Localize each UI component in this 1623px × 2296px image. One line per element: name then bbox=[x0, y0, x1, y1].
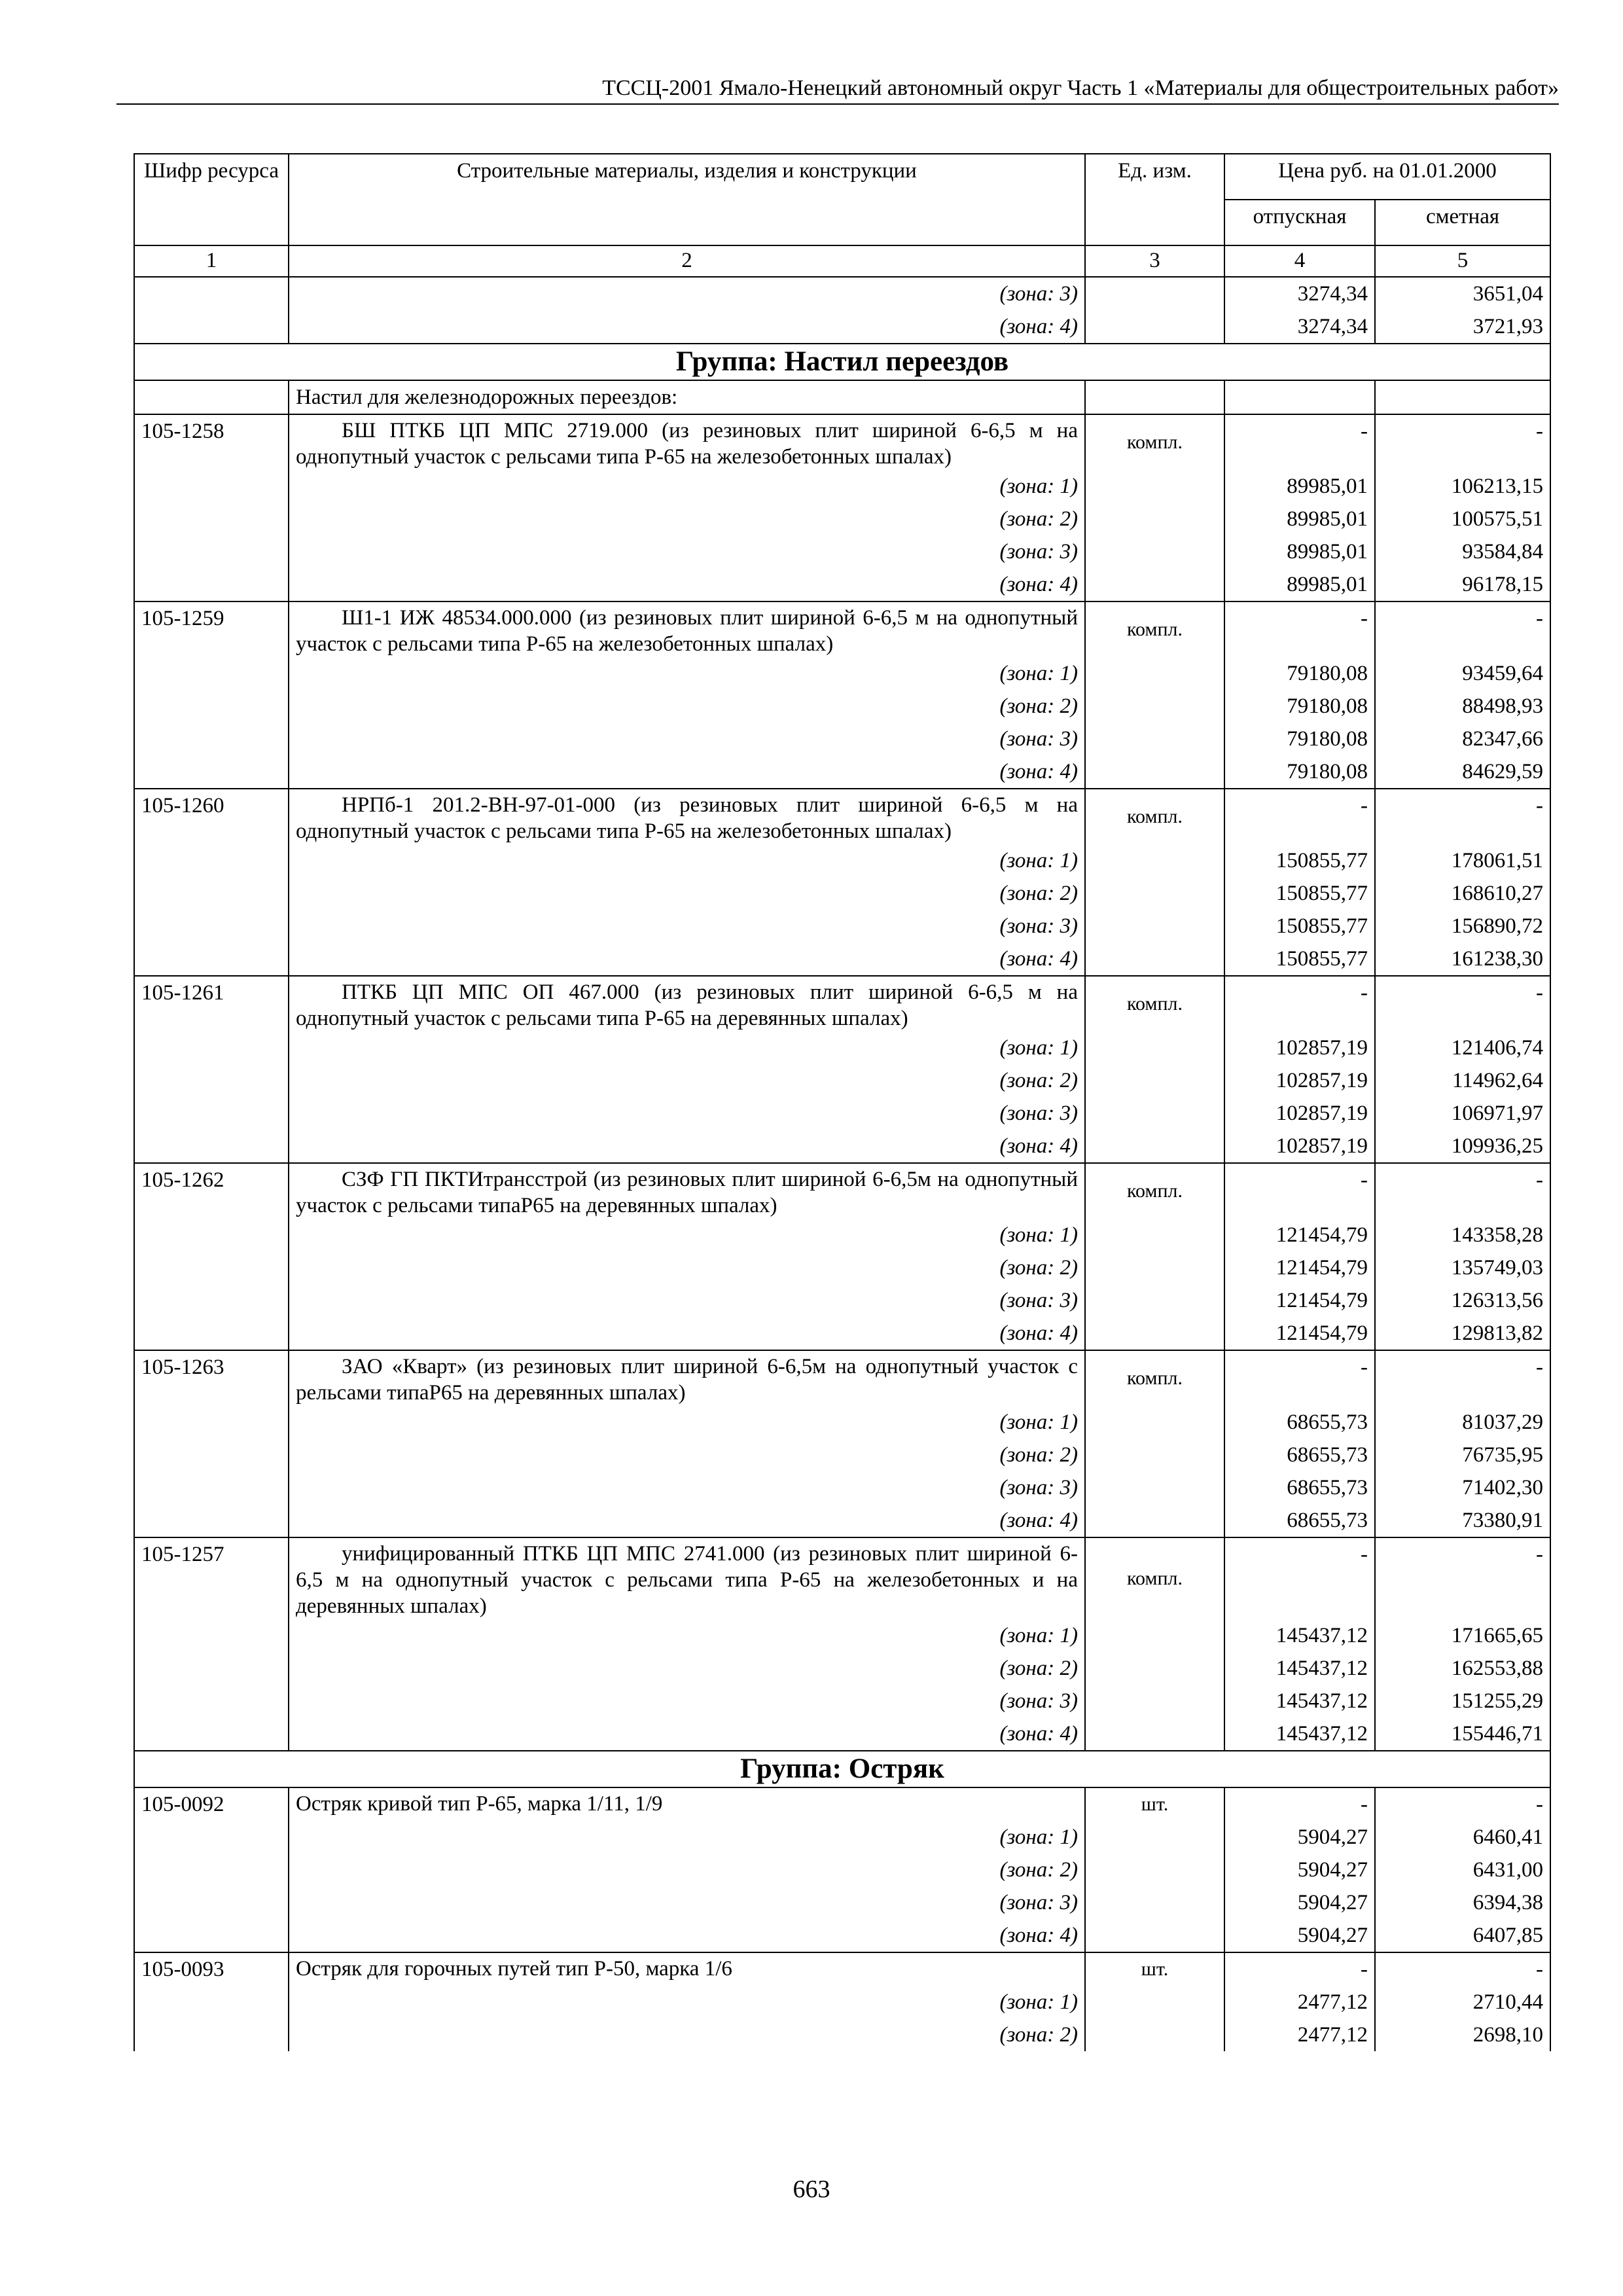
estimate-price: 93459,64 bbox=[1375, 657, 1550, 690]
resource-code-cell bbox=[134, 1064, 289, 1097]
resource-code-cell bbox=[134, 470, 289, 503]
estimate-price: 156890,72 bbox=[1375, 910, 1550, 942]
resource-code-cell bbox=[134, 277, 289, 310]
resource-code-cell bbox=[134, 1685, 289, 1717]
release-price: 121454,79 bbox=[1224, 1317, 1375, 1350]
zone-row bbox=[134, 1986, 1550, 2018]
estimate-price: 93584,84 bbox=[1375, 535, 1550, 568]
header-name: Строительные материалы, изделия и конструкции bbox=[289, 154, 1085, 245]
column-number: 2 bbox=[289, 245, 1085, 277]
zone-label: (зона: 1) bbox=[289, 844, 1085, 877]
resource-code-cell bbox=[134, 1854, 289, 1886]
zone-row bbox=[134, 1064, 1550, 1097]
release-price: - bbox=[1224, 1952, 1375, 1986]
zone-label: (зона: 4) bbox=[289, 755, 1085, 789]
unit-cell bbox=[1085, 942, 1224, 976]
estimate-price: 129813,82 bbox=[1375, 1317, 1550, 1350]
item-description: ПТКБ ЦП МПС ОП 467.000 (из резиновых плит шириной 6-6,5 м на однопутный участок с рельсами типа Р-65 на деревянных шпалах) bbox=[289, 976, 1085, 1031]
table-row bbox=[134, 976, 1550, 1031]
unit-cell bbox=[1085, 1986, 1224, 2018]
estimate-price: 6431,00 bbox=[1375, 1854, 1550, 1886]
table-header bbox=[134, 154, 1550, 277]
release-price: 3274,34 bbox=[1224, 310, 1375, 344]
estimate-price: 151255,29 bbox=[1375, 1685, 1550, 1717]
resource-code-cell bbox=[134, 723, 289, 755]
release-price: 79180,08 bbox=[1224, 657, 1375, 690]
unit-cell bbox=[1085, 1439, 1224, 1471]
estimate-price: - bbox=[1375, 789, 1550, 844]
unit-cell bbox=[1085, 535, 1224, 568]
resource-code: 105-1260 bbox=[134, 789, 289, 844]
zone-row bbox=[134, 942, 1550, 976]
item-description: ЗАО «Кварт» (из резиновых плит шириной 6-6,5м на однопутный участок с рельсами типаР65 на деревянных шпалах) bbox=[289, 1350, 1085, 1406]
resource-code-cell bbox=[134, 1919, 289, 1952]
zone-row bbox=[134, 277, 1550, 310]
zone-row bbox=[134, 1439, 1550, 1471]
estimate-price: 2710,44 bbox=[1375, 1986, 1550, 2018]
table-row bbox=[134, 1952, 1550, 1986]
release-price: - bbox=[1224, 1787, 1375, 1821]
unit-cell bbox=[1085, 1284, 1224, 1317]
zone-label: (зона: 4) bbox=[289, 1919, 1085, 1952]
header-price-release: отпускная bbox=[1224, 200, 1375, 245]
zone-label: (зона: 1) bbox=[289, 1219, 1085, 1251]
unit-cell bbox=[1085, 1886, 1224, 1919]
header-code: Шифр ресурса bbox=[134, 154, 289, 245]
group-row bbox=[134, 344, 1550, 380]
item-description: НРПб-1 201.2-ВН-97-01-000 (из резиновых плит шириной 6-6,5 м на однопутный участок с рельсами типа Р-65 на железобетонных шпалах) bbox=[289, 789, 1085, 844]
zone-row bbox=[134, 1685, 1550, 1717]
estimate-price: 6407,85 bbox=[1375, 1919, 1550, 1952]
table-row bbox=[134, 1537, 1550, 1619]
column-number: 5 bbox=[1375, 245, 1550, 277]
zone-label: (зона: 1) bbox=[289, 470, 1085, 503]
zone-row bbox=[134, 1130, 1550, 1163]
zone-label: (зона: 1) bbox=[289, 1821, 1085, 1854]
estimate-price: 6460,41 bbox=[1375, 1821, 1550, 1854]
estimate-price: 3651,04 bbox=[1375, 277, 1550, 310]
resource-code: 105-1262 bbox=[134, 1163, 289, 1219]
release-price: 68655,73 bbox=[1224, 1406, 1375, 1439]
release-price: 5904,27 bbox=[1224, 1854, 1375, 1886]
unit-cell bbox=[1085, 1471, 1224, 1504]
estimate-price: 178061,51 bbox=[1375, 844, 1550, 877]
zone-label: (зона: 3) bbox=[289, 910, 1085, 942]
zone-label: (зона: 3) bbox=[289, 1886, 1085, 1919]
group-intro-text: Настил для железнодорожных переездов: bbox=[289, 380, 1085, 414]
zone-label: (зона: 1) bbox=[289, 1031, 1085, 1064]
estimate-price: 114962,64 bbox=[1375, 1064, 1550, 1097]
release-price: 79180,08 bbox=[1224, 690, 1375, 723]
estimate-price: 3721,93 bbox=[1375, 310, 1550, 344]
resource-code-cell bbox=[134, 1097, 289, 1130]
resource-code-cell bbox=[134, 844, 289, 877]
release-price: 121454,79 bbox=[1224, 1251, 1375, 1284]
zone-row bbox=[134, 1652, 1550, 1685]
estimate-price: 109936,25 bbox=[1375, 1130, 1550, 1163]
estimate-price: 76735,95 bbox=[1375, 1439, 1550, 1471]
zone-label: (зона: 4) bbox=[289, 942, 1085, 976]
estimate-price: 168610,27 bbox=[1375, 877, 1550, 910]
unit-of-measure: шт. bbox=[1085, 1952, 1224, 1986]
resource-code-cell bbox=[134, 755, 289, 789]
column-number: 3 bbox=[1085, 245, 1224, 277]
estimate-price: - bbox=[1375, 1787, 1550, 1821]
estimate-price: - bbox=[1375, 414, 1550, 470]
unit-cell bbox=[1085, 1652, 1224, 1685]
zone-label: (зона: 3) bbox=[289, 1471, 1085, 1504]
unit-cell bbox=[1085, 1821, 1224, 1854]
release-price: 102857,19 bbox=[1224, 1031, 1375, 1064]
estimate-price: 135749,03 bbox=[1375, 1251, 1550, 1284]
zone-row bbox=[134, 1471, 1550, 1504]
unit-cell bbox=[1085, 1064, 1224, 1097]
estimate-price: - bbox=[1375, 1350, 1550, 1406]
zone-row bbox=[134, 310, 1550, 344]
unit-cell bbox=[1085, 723, 1224, 755]
estimate-price: 100575,51 bbox=[1375, 503, 1550, 535]
zone-row bbox=[134, 503, 1550, 535]
release-price: 68655,73 bbox=[1224, 1471, 1375, 1504]
column-number: 4 bbox=[1224, 245, 1375, 277]
table-row bbox=[134, 601, 1550, 657]
release-price: 102857,19 bbox=[1224, 1097, 1375, 1130]
release-price: 145437,12 bbox=[1224, 1717, 1375, 1751]
unit-cell bbox=[1085, 310, 1224, 344]
release-price: 68655,73 bbox=[1224, 1439, 1375, 1471]
resource-code-cell bbox=[134, 380, 289, 414]
zone-label: (зона: 1) bbox=[289, 1619, 1085, 1652]
release-price: - bbox=[1224, 414, 1375, 470]
unit-cell bbox=[1085, 1854, 1224, 1886]
table-row bbox=[134, 1787, 1550, 1821]
zone-row bbox=[134, 723, 1550, 755]
unit-of-measure: компл. bbox=[1085, 414, 1224, 470]
zone-row bbox=[134, 470, 1550, 503]
zone-row bbox=[134, 1717, 1550, 1751]
unit-cell bbox=[1085, 470, 1224, 503]
unit-cell bbox=[1085, 568, 1224, 601]
resource-code-cell bbox=[134, 690, 289, 723]
release-price: 89985,01 bbox=[1224, 503, 1375, 535]
release-price: - bbox=[1224, 1163, 1375, 1219]
release-price: 2477,12 bbox=[1224, 2018, 1375, 2051]
zone-row bbox=[134, 877, 1550, 910]
release-price: 89985,01 bbox=[1224, 535, 1375, 568]
group-row bbox=[134, 1751, 1550, 1787]
release-price-cell bbox=[1224, 380, 1375, 414]
unit-cell bbox=[1085, 1619, 1224, 1652]
estimate-price: 143358,28 bbox=[1375, 1219, 1550, 1251]
release-price: 121454,79 bbox=[1224, 1284, 1375, 1317]
estimate-price: 161238,30 bbox=[1375, 942, 1550, 976]
zone-label: (зона: 2) bbox=[289, 1251, 1085, 1284]
resource-code-cell bbox=[134, 1406, 289, 1439]
release-price: - bbox=[1224, 601, 1375, 657]
zone-row bbox=[134, 690, 1550, 723]
unit-cell bbox=[1085, 1317, 1224, 1350]
resource-code-cell bbox=[134, 1619, 289, 1652]
zone-row bbox=[134, 1251, 1550, 1284]
unit-of-measure: компл. bbox=[1085, 1350, 1224, 1406]
estimate-price: 73380,91 bbox=[1375, 1504, 1550, 1537]
estimate-price: 126313,56 bbox=[1375, 1284, 1550, 1317]
resource-code-cell bbox=[134, 1821, 289, 1854]
unit-of-measure: шт. bbox=[1085, 1787, 1224, 1821]
zone-label: (зона: 4) bbox=[289, 1317, 1085, 1350]
zone-row bbox=[134, 1504, 1550, 1537]
resource-code-cell bbox=[134, 1317, 289, 1350]
unit-cell bbox=[1085, 844, 1224, 877]
group-title: Группа: Остряк bbox=[134, 1751, 1550, 1787]
resource-code-cell bbox=[134, 942, 289, 976]
unit-cell bbox=[1085, 1219, 1224, 1251]
unit-cell bbox=[1085, 877, 1224, 910]
header-price-estimate: сметная bbox=[1375, 200, 1550, 245]
zone-label: (зона: 2) bbox=[289, 1854, 1085, 1886]
unit-cell bbox=[1085, 1031, 1224, 1064]
zone-row bbox=[134, 1317, 1550, 1350]
estimate-price: 88498,93 bbox=[1375, 690, 1550, 723]
zone-row bbox=[134, 1821, 1550, 1854]
release-price: - bbox=[1224, 1537, 1375, 1619]
zone-row bbox=[134, 1854, 1550, 1886]
unit-cell bbox=[1085, 1097, 1224, 1130]
zone-label: (зона: 2) bbox=[289, 1439, 1085, 1471]
release-price: 89985,01 bbox=[1224, 470, 1375, 503]
zone-row bbox=[134, 568, 1550, 601]
resource-code: 105-0092 bbox=[134, 1787, 289, 1821]
resource-code-cell bbox=[134, 877, 289, 910]
unit-cell bbox=[1085, 1504, 1224, 1537]
zone-row bbox=[134, 1031, 1550, 1064]
resource-code: 105-1258 bbox=[134, 414, 289, 470]
resource-code-cell bbox=[134, 1219, 289, 1251]
estimate-price: 96178,15 bbox=[1375, 568, 1550, 601]
table-body bbox=[134, 277, 1550, 2051]
unit-cell bbox=[1085, 910, 1224, 942]
estimate-price: 84629,59 bbox=[1375, 755, 1550, 789]
unit-cell bbox=[1085, 1251, 1224, 1284]
release-price: 121454,79 bbox=[1224, 1219, 1375, 1251]
resource-code-cell bbox=[134, 1504, 289, 1537]
estimate-price: 162553,88 bbox=[1375, 1652, 1550, 1685]
release-price: 145437,12 bbox=[1224, 1652, 1375, 1685]
resource-code-cell bbox=[134, 535, 289, 568]
zone-label: (зона: 1) bbox=[289, 1406, 1085, 1439]
table-row bbox=[134, 414, 1550, 470]
estimate-price: - bbox=[1375, 1952, 1550, 1986]
item-description: Ш1-1 ИЖ 48534.000.000 (из резиновых плит шириной 6-6,5 м на однопутный участок с рельсами типа Р-65 на железобетонных шпалах) bbox=[289, 601, 1085, 657]
zone-label: (зона: 3) bbox=[289, 277, 1085, 310]
zone-label: (зона: 4) bbox=[289, 1717, 1085, 1751]
item-description: СЗФ ГП ПКТИтрансстрой (из резиновых плит шириной 6-6,5м на однопутный участок с рельсами типаР65 на деревянных шпалах) bbox=[289, 1163, 1085, 1219]
resource-code-cell bbox=[134, 1652, 289, 1685]
zone-row bbox=[134, 844, 1550, 877]
zone-label: (зона: 4) bbox=[289, 1504, 1085, 1537]
resource-code-cell bbox=[134, 1986, 289, 2018]
estimate-price: 106971,97 bbox=[1375, 1097, 1550, 1130]
zone-label: (зона: 4) bbox=[289, 568, 1085, 601]
group-title: Группа: Настил переездов bbox=[134, 344, 1550, 380]
item-description: БШ ПТКБ ЦП МПС 2719.000 (из резиновых плит шириной 6-6,5 м на однопутный участок с рельсами типа Р-65 на железобетонных шпалах) bbox=[289, 414, 1085, 470]
release-price: 145437,12 bbox=[1224, 1685, 1375, 1717]
estimate-price: - bbox=[1375, 1537, 1550, 1619]
zone-row bbox=[134, 1284, 1550, 1317]
release-price: 89985,01 bbox=[1224, 568, 1375, 601]
page-number: 663 bbox=[793, 2176, 830, 2203]
estimate-price: 155446,71 bbox=[1375, 1717, 1550, 1751]
release-price: - bbox=[1224, 789, 1375, 844]
table-row bbox=[134, 1163, 1550, 1219]
release-price: - bbox=[1224, 1350, 1375, 1406]
zone-row bbox=[134, 657, 1550, 690]
resource-code: 105-1259 bbox=[134, 601, 289, 657]
resource-code-cell bbox=[134, 568, 289, 601]
release-price: 145437,12 bbox=[1224, 1619, 1375, 1652]
zone-label: (зона: 2) bbox=[289, 690, 1085, 723]
release-price: 3274,34 bbox=[1224, 277, 1375, 310]
resource-code-cell bbox=[134, 1886, 289, 1919]
zone-label: (зона: 1) bbox=[289, 657, 1085, 690]
resource-code-cell bbox=[134, 503, 289, 535]
item-description: унифицированный ПТКБ ЦП МПС 2741.000 (из резиновых плит шириной 6-6,5 м на однопутный участок с рельсами типа Р-65 на железобетонных и на деревянных шпалах) bbox=[289, 1537, 1085, 1619]
estimate-price: 106213,15 bbox=[1375, 470, 1550, 503]
estimate-price: 6394,38 bbox=[1375, 1886, 1550, 1919]
estimate-price: 81037,29 bbox=[1375, 1406, 1550, 1439]
estimate-price: 121406,74 bbox=[1375, 1031, 1550, 1064]
price-table bbox=[134, 153, 1551, 2051]
header-price-group: Цена руб. на 01.01.2000 bbox=[1224, 154, 1550, 200]
table-row bbox=[134, 789, 1550, 844]
resource-code-cell bbox=[134, 1251, 289, 1284]
unit-cell bbox=[1085, 690, 1224, 723]
column-number: 1 bbox=[134, 245, 289, 277]
zone-row bbox=[134, 1406, 1550, 1439]
unit-cell bbox=[1085, 1717, 1224, 1751]
resource-code-cell bbox=[134, 657, 289, 690]
zone-label: (зона: 2) bbox=[289, 877, 1085, 910]
intro-row bbox=[134, 380, 1550, 414]
unit-cell bbox=[1085, 657, 1224, 690]
resource-code: 105-1257 bbox=[134, 1537, 289, 1619]
estimate-price: 71402,30 bbox=[1375, 1471, 1550, 1504]
unit-cell bbox=[1085, 1685, 1224, 1717]
resource-code-cell bbox=[134, 2018, 289, 2051]
unit-of-measure: компл. bbox=[1085, 789, 1224, 844]
unit-cell bbox=[1085, 277, 1224, 310]
release-price: 102857,19 bbox=[1224, 1130, 1375, 1163]
zone-label: (зона: 2) bbox=[289, 1064, 1085, 1097]
unit-cell bbox=[1085, 1130, 1224, 1163]
unit-of-measure: компл. bbox=[1085, 1537, 1224, 1619]
unit-of-measure: компл. bbox=[1085, 1163, 1224, 1219]
zone-label: (зона: 4) bbox=[289, 1130, 1085, 1163]
estimate-price: - bbox=[1375, 1163, 1550, 1219]
release-price: 5904,27 bbox=[1224, 1821, 1375, 1854]
unit-of-measure: компл. bbox=[1085, 976, 1224, 1031]
release-price: 150855,77 bbox=[1224, 877, 1375, 910]
zone-label: (зона: 3) bbox=[289, 1685, 1085, 1717]
resource-code-cell bbox=[134, 1471, 289, 1504]
zone-row bbox=[134, 535, 1550, 568]
release-price: 150855,77 bbox=[1224, 942, 1375, 976]
zone-row bbox=[134, 1619, 1550, 1652]
zone-label: (зона: 1) bbox=[289, 1986, 1085, 2018]
header-unit: Ед. изм. bbox=[1085, 154, 1224, 245]
zone-label: (зона: 2) bbox=[289, 2018, 1085, 2051]
zone-row bbox=[134, 1219, 1550, 1251]
zone-label: (зона: 2) bbox=[289, 503, 1085, 535]
resource-code-cell bbox=[134, 1130, 289, 1163]
zone-row bbox=[134, 1097, 1550, 1130]
resource-code: 105-1263 bbox=[134, 1350, 289, 1406]
unit-cell bbox=[1085, 380, 1224, 414]
unit-of-measure: компл. bbox=[1085, 601, 1224, 657]
table-row bbox=[134, 1350, 1550, 1406]
zone-label: (зона: 3) bbox=[289, 723, 1085, 755]
estimate-price: - bbox=[1375, 601, 1550, 657]
resource-code-cell bbox=[134, 910, 289, 942]
estimate-price: 82347,66 bbox=[1375, 723, 1550, 755]
resource-code: 105-0093 bbox=[134, 1952, 289, 1986]
zone-row bbox=[134, 1919, 1550, 1952]
zone-row bbox=[134, 755, 1550, 789]
resource-code-cell bbox=[134, 1284, 289, 1317]
release-price: 2477,12 bbox=[1224, 1986, 1375, 2018]
unit-cell bbox=[1085, 503, 1224, 535]
unit-cell bbox=[1085, 755, 1224, 789]
zone-label: (зона: 3) bbox=[289, 1284, 1085, 1317]
release-price: 68655,73 bbox=[1224, 1504, 1375, 1537]
item-description: Остряк кривой тип Р-65, марка 1/11, 1/9 bbox=[289, 1787, 1085, 1821]
zone-label: (зона: 3) bbox=[289, 535, 1085, 568]
release-price: - bbox=[1224, 976, 1375, 1031]
resource-code-cell bbox=[134, 1031, 289, 1064]
unit-cell bbox=[1085, 1406, 1224, 1439]
running-header: ТССЦ-2001 Ямало-Ненецкий автономный округ Часть 1 «Материалы для общестроительных работ» bbox=[116, 72, 1559, 105]
release-price: 79180,08 bbox=[1224, 723, 1375, 755]
resource-code-cell bbox=[134, 1439, 289, 1471]
release-price: 79180,08 bbox=[1224, 755, 1375, 789]
unit-cell bbox=[1085, 1919, 1224, 1952]
estimate-price-cell bbox=[1375, 380, 1550, 414]
release-price: 102857,19 bbox=[1224, 1064, 1375, 1097]
zone-label: (зона: 3) bbox=[289, 1097, 1085, 1130]
estimate-price: 171665,65 bbox=[1375, 1619, 1550, 1652]
release-price: 5904,27 bbox=[1224, 1886, 1375, 1919]
resource-code: 105-1261 bbox=[134, 976, 289, 1031]
zone-label: (зона: 2) bbox=[289, 1652, 1085, 1685]
estimate-price: 2698,10 bbox=[1375, 2018, 1550, 2051]
item-description: Остряк для горочных путей тип Р-50, марка 1/6 bbox=[289, 1952, 1085, 1986]
zone-row bbox=[134, 1886, 1550, 1919]
zone-label: (зона: 4) bbox=[289, 310, 1085, 344]
release-price: 150855,77 bbox=[1224, 844, 1375, 877]
zone-row bbox=[134, 910, 1550, 942]
release-price: 150855,77 bbox=[1224, 910, 1375, 942]
zone-row bbox=[134, 2018, 1550, 2051]
resource-code-cell bbox=[134, 1717, 289, 1751]
resource-code-cell bbox=[134, 310, 289, 344]
release-price: 5904,27 bbox=[1224, 1919, 1375, 1952]
unit-cell bbox=[1085, 2018, 1224, 2051]
estimate-price: - bbox=[1375, 976, 1550, 1031]
